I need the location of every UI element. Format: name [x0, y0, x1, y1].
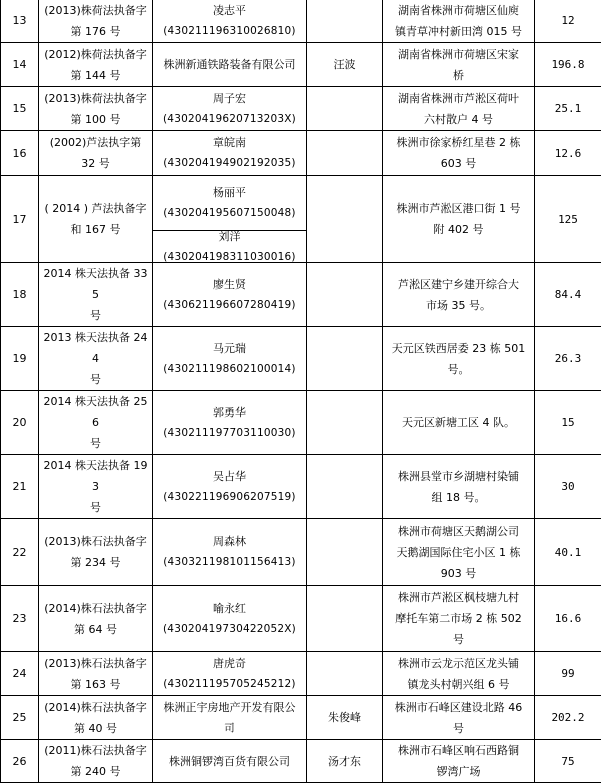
license-line: (2013)株荷法执备字 — [42, 88, 149, 109]
license-line: (2013)株荷法执备字 — [42, 0, 149, 21]
party-entry — [156, 531, 303, 573]
address-line: 湖南省株洲市荷塘区宋家 — [391, 44, 526, 65]
table-row — [1, 327, 601, 391]
party-id: (43020419620713203X) — [156, 109, 303, 130]
address-line: 天鹅湖国际住宅小区 1 栋 — [391, 542, 526, 563]
license-line: 2014 株天法执备 193 — [42, 455, 149, 497]
party-name: 章皖南 — [156, 132, 303, 153]
address-line: 湖南省株洲市荷塘区仙庾 — [391, 0, 526, 21]
party-name: 株洲正宇房地产开发有限公 — [156, 697, 303, 718]
row-number: 22 — [1, 519, 39, 586]
license-line: (2013)株石法执备字 — [42, 653, 149, 674]
row-number: 26 — [1, 740, 39, 783]
party-id: (430621196607280419) — [156, 295, 303, 316]
address-cell — [383, 43, 535, 87]
license-cell — [39, 652, 153, 696]
license-cell — [39, 0, 153, 43]
license-cell — [39, 131, 153, 176]
address-line: 603 号 — [391, 153, 526, 174]
address-line: 摩托车第二市场 2 栋 502 — [391, 608, 526, 629]
license-line: ( 2014 ) 芦法执备字 — [42, 198, 149, 219]
license-cell — [39, 263, 153, 327]
party-id: (43020419730422052X) — [156, 619, 303, 640]
license-line: 第 163 号 — [42, 674, 149, 695]
representative-cell — [307, 519, 383, 586]
license-cell — [39, 586, 153, 652]
party-id: (430211198602100014) — [156, 359, 303, 380]
table-row — [1, 176, 601, 263]
party-cell — [153, 0, 307, 43]
row-number: 25 — [1, 696, 39, 740]
party-id: (430321198101156413) — [156, 552, 303, 573]
license-line: 第 234 号 — [42, 552, 149, 573]
license-cell — [39, 455, 153, 519]
party-cell — [153, 740, 307, 783]
address-line: 株洲市石峰区建设北路 46 — [391, 697, 526, 718]
party-id: (430211195705245212) — [156, 674, 303, 695]
party-cell — [153, 455, 307, 519]
party-entry — [156, 88, 303, 130]
party-cell — [153, 652, 307, 696]
address-line: 株洲市芦淞区港口街 1 号 — [391, 198, 526, 219]
address-cell — [383, 519, 535, 586]
license-line: 和 167 号 — [42, 219, 149, 240]
address-cell — [383, 586, 535, 652]
table-row — [1, 696, 601, 740]
table-row — [1, 391, 601, 455]
party-id: (430204195607150048) — [156, 203, 303, 224]
license-line: 第 40 号 — [42, 718, 149, 739]
license-cell — [39, 327, 153, 391]
license-cell — [39, 391, 153, 455]
address-line: 株洲市云龙示范区龙头铺 — [391, 653, 526, 674]
license-cell — [39, 43, 153, 87]
party-entry — [156, 653, 303, 695]
party-id: (430204194902192035) — [156, 153, 303, 174]
table-row — [1, 455, 601, 519]
address-line: 株洲市徐家桥红星巷 2 栋 — [391, 132, 526, 153]
party-id: (430221196906207519) — [156, 487, 303, 508]
party-name: 株洲新通铁路装备有限公司 — [156, 54, 303, 75]
party-entry — [156, 751, 303, 772]
party-entry — [156, 466, 303, 508]
representative-cell — [307, 87, 383, 131]
party-name: 周子宏 — [156, 88, 303, 109]
license-line: 2014 株天法执备 335 — [42, 263, 149, 305]
party-cell — [153, 586, 307, 652]
area-cell: 30 — [535, 455, 601, 519]
row-number: 19 — [1, 327, 39, 391]
address-line: 桥 — [391, 65, 526, 86]
party-id: 司 — [156, 718, 303, 739]
party-name: 杨丽平 — [156, 182, 303, 203]
license-cell — [39, 519, 153, 586]
address-line: 号 — [391, 718, 526, 739]
row-number: 18 — [1, 263, 39, 327]
license-line: 2014 株天法执备 256 — [42, 391, 149, 433]
party-cell — [153, 43, 307, 87]
party-cell — [153, 263, 307, 327]
address-line: 株洲县堂市乡湖塘村染铺 — [391, 466, 526, 487]
table-row — [1, 740, 601, 783]
license-line: 号 — [42, 433, 149, 454]
license-line: (2014)株石法执备字 — [42, 598, 149, 619]
party-name: 株洲铜锣湾百货有限公司 — [156, 751, 303, 772]
party-name: 马元瑞 — [156, 338, 303, 359]
representative-cell — [307, 391, 383, 455]
party-entry — [156, 402, 303, 444]
address-cell — [383, 131, 535, 176]
table-row — [1, 263, 601, 327]
party-cell — [153, 327, 307, 391]
address-line: 附 402 号 — [391, 219, 526, 240]
party-entry — [156, 697, 303, 739]
table-row — [1, 43, 601, 87]
party-entry — [156, 598, 303, 640]
row-number: 16 — [1, 131, 39, 176]
party-cell — [153, 519, 307, 586]
row-number: 15 — [1, 87, 39, 131]
address-line: 株洲市石峰区响石西路铜 — [391, 740, 526, 761]
party-entry — [156, 338, 303, 380]
representative-cell — [307, 455, 383, 519]
license-cell — [39, 87, 153, 131]
license-cell — [39, 176, 153, 263]
address-cell — [383, 87, 535, 131]
license-line: 号 — [42, 497, 149, 518]
address-cell — [383, 740, 535, 783]
row-number: 20 — [1, 391, 39, 455]
license-line: 2013 株天法执备 244 — [42, 327, 149, 369]
license-cell — [39, 740, 153, 783]
party-name: 凌志平 — [156, 0, 303, 21]
area-cell: 196.8 — [535, 43, 601, 87]
row-number: 23 — [1, 586, 39, 652]
party-id: (430204198311030016) — [156, 247, 303, 263]
address-line: 号 — [391, 629, 526, 650]
representative-cell — [307, 327, 383, 391]
party-entry — [153, 176, 306, 230]
table-row — [1, 0, 601, 43]
party-entry — [156, 0, 303, 42]
party-name: 周森林 — [156, 531, 303, 552]
party-cell — [153, 131, 307, 176]
address-line: 天元区铁西居委 23 栋 501 — [391, 338, 526, 359]
area-cell: 15 — [535, 391, 601, 455]
area-cell: 26.3 — [535, 327, 601, 391]
representative-cell — [307, 652, 383, 696]
address-cell — [383, 263, 535, 327]
party-entry — [156, 274, 303, 316]
table-row — [1, 586, 601, 652]
address-cell — [383, 391, 535, 455]
party-cell — [153, 696, 307, 740]
address-cell — [383, 652, 535, 696]
address-line: 组 18 号。 — [391, 487, 526, 508]
party-name: 吴占华 — [156, 466, 303, 487]
license-line: 号 — [42, 369, 149, 390]
party-entry — [156, 132, 303, 174]
license-line: 第 100 号 — [42, 109, 149, 130]
area-cell: 84.4 — [535, 263, 601, 327]
license-line: 第 144 号 — [42, 65, 149, 86]
address-line: 号。 — [391, 359, 526, 380]
license-line: 第 240 号 — [42, 761, 149, 782]
license-line: (2002)芦法执字第 — [42, 132, 149, 153]
address-cell — [383, 696, 535, 740]
table-row — [1, 652, 601, 696]
party-name: 唐虎奇 — [156, 653, 303, 674]
address-line: 镇龙头村朝兴组 6 号 — [391, 674, 526, 695]
area-cell: 202.2 — [535, 696, 601, 740]
party-name: 廖生贤 — [156, 274, 303, 295]
party-name: 郭勇华 — [156, 402, 303, 423]
row-number: 24 — [1, 652, 39, 696]
license-line: 32 号 — [42, 153, 149, 174]
table-row — [1, 519, 601, 586]
representative-cell — [307, 131, 383, 176]
license-line: (2014)株石法执备字 — [42, 697, 149, 718]
license-line: 号 — [42, 305, 149, 326]
representative-cell — [307, 0, 383, 43]
area-cell: 40.1 — [535, 519, 601, 586]
party-cell — [153, 87, 307, 131]
party-id: (430211196310026810) — [156, 21, 303, 42]
party-cell — [153, 391, 307, 455]
address-line: 镇青草冲村新田湾 015 号 — [391, 21, 526, 42]
address-line: 株洲市芦淞区枫枝塘九村 — [391, 587, 526, 608]
row-number: 17 — [1, 176, 39, 263]
license-cell — [39, 696, 153, 740]
area-cell: 125 — [535, 176, 601, 263]
area-cell: 75 — [535, 740, 601, 783]
row-number: 21 — [1, 455, 39, 519]
address-line: 天元区新塘工区 4 队。 — [391, 412, 526, 433]
party-name: 喻永红 — [156, 598, 303, 619]
address-cell — [383, 327, 535, 391]
address-line: 芦淞区建宁乡建开综合大 — [391, 274, 526, 295]
license-line: 第 176 号 — [42, 21, 149, 42]
area-cell: 12 — [535, 0, 601, 43]
address-line: 六村散户 4 号 — [391, 109, 526, 130]
representative-cell — [307, 586, 383, 652]
address-cell — [383, 176, 535, 263]
area-cell: 25.1 — [535, 87, 601, 131]
party-entry — [153, 230, 306, 262]
table-body — [1, 0, 601, 783]
representative-cell — [307, 263, 383, 327]
party-cell — [153, 176, 307, 263]
address-cell — [383, 0, 535, 43]
party-id: (430211197703110030) — [156, 423, 303, 444]
table-row — [1, 87, 601, 131]
address-line: 903 号 — [391, 563, 526, 584]
row-number: 14 — [1, 43, 39, 87]
party-entry — [156, 54, 303, 75]
area-cell: 99 — [535, 652, 601, 696]
license-line: (2013)株石法执备字 — [42, 531, 149, 552]
address-line: 锣湾广场 — [391, 761, 526, 782]
representative-cell: 汤才东 — [307, 740, 383, 783]
party-name: 刘洋 — [156, 226, 303, 247]
row-number: 13 — [1, 0, 39, 43]
area-cell: 12.6 — [535, 131, 601, 176]
address-line: 湖南省株洲市芦淞区荷叶 — [391, 88, 526, 109]
license-line: (2011)株石法执备字 — [42, 740, 149, 761]
address-line: 株洲市荷塘区天鹅湖公司 — [391, 521, 526, 542]
address-cell — [383, 455, 535, 519]
area-cell: 16.6 — [535, 586, 601, 652]
table-row — [1, 131, 601, 176]
representative-cell: 朱俊峰 — [307, 696, 383, 740]
address-line: 市场 35 号。 — [391, 295, 526, 316]
license-line: 第 64 号 — [42, 619, 149, 640]
license-line: (2012)株荷法执备字 — [42, 44, 149, 65]
representative-cell — [307, 176, 383, 263]
representative-cell: 汪波 — [307, 43, 383, 87]
